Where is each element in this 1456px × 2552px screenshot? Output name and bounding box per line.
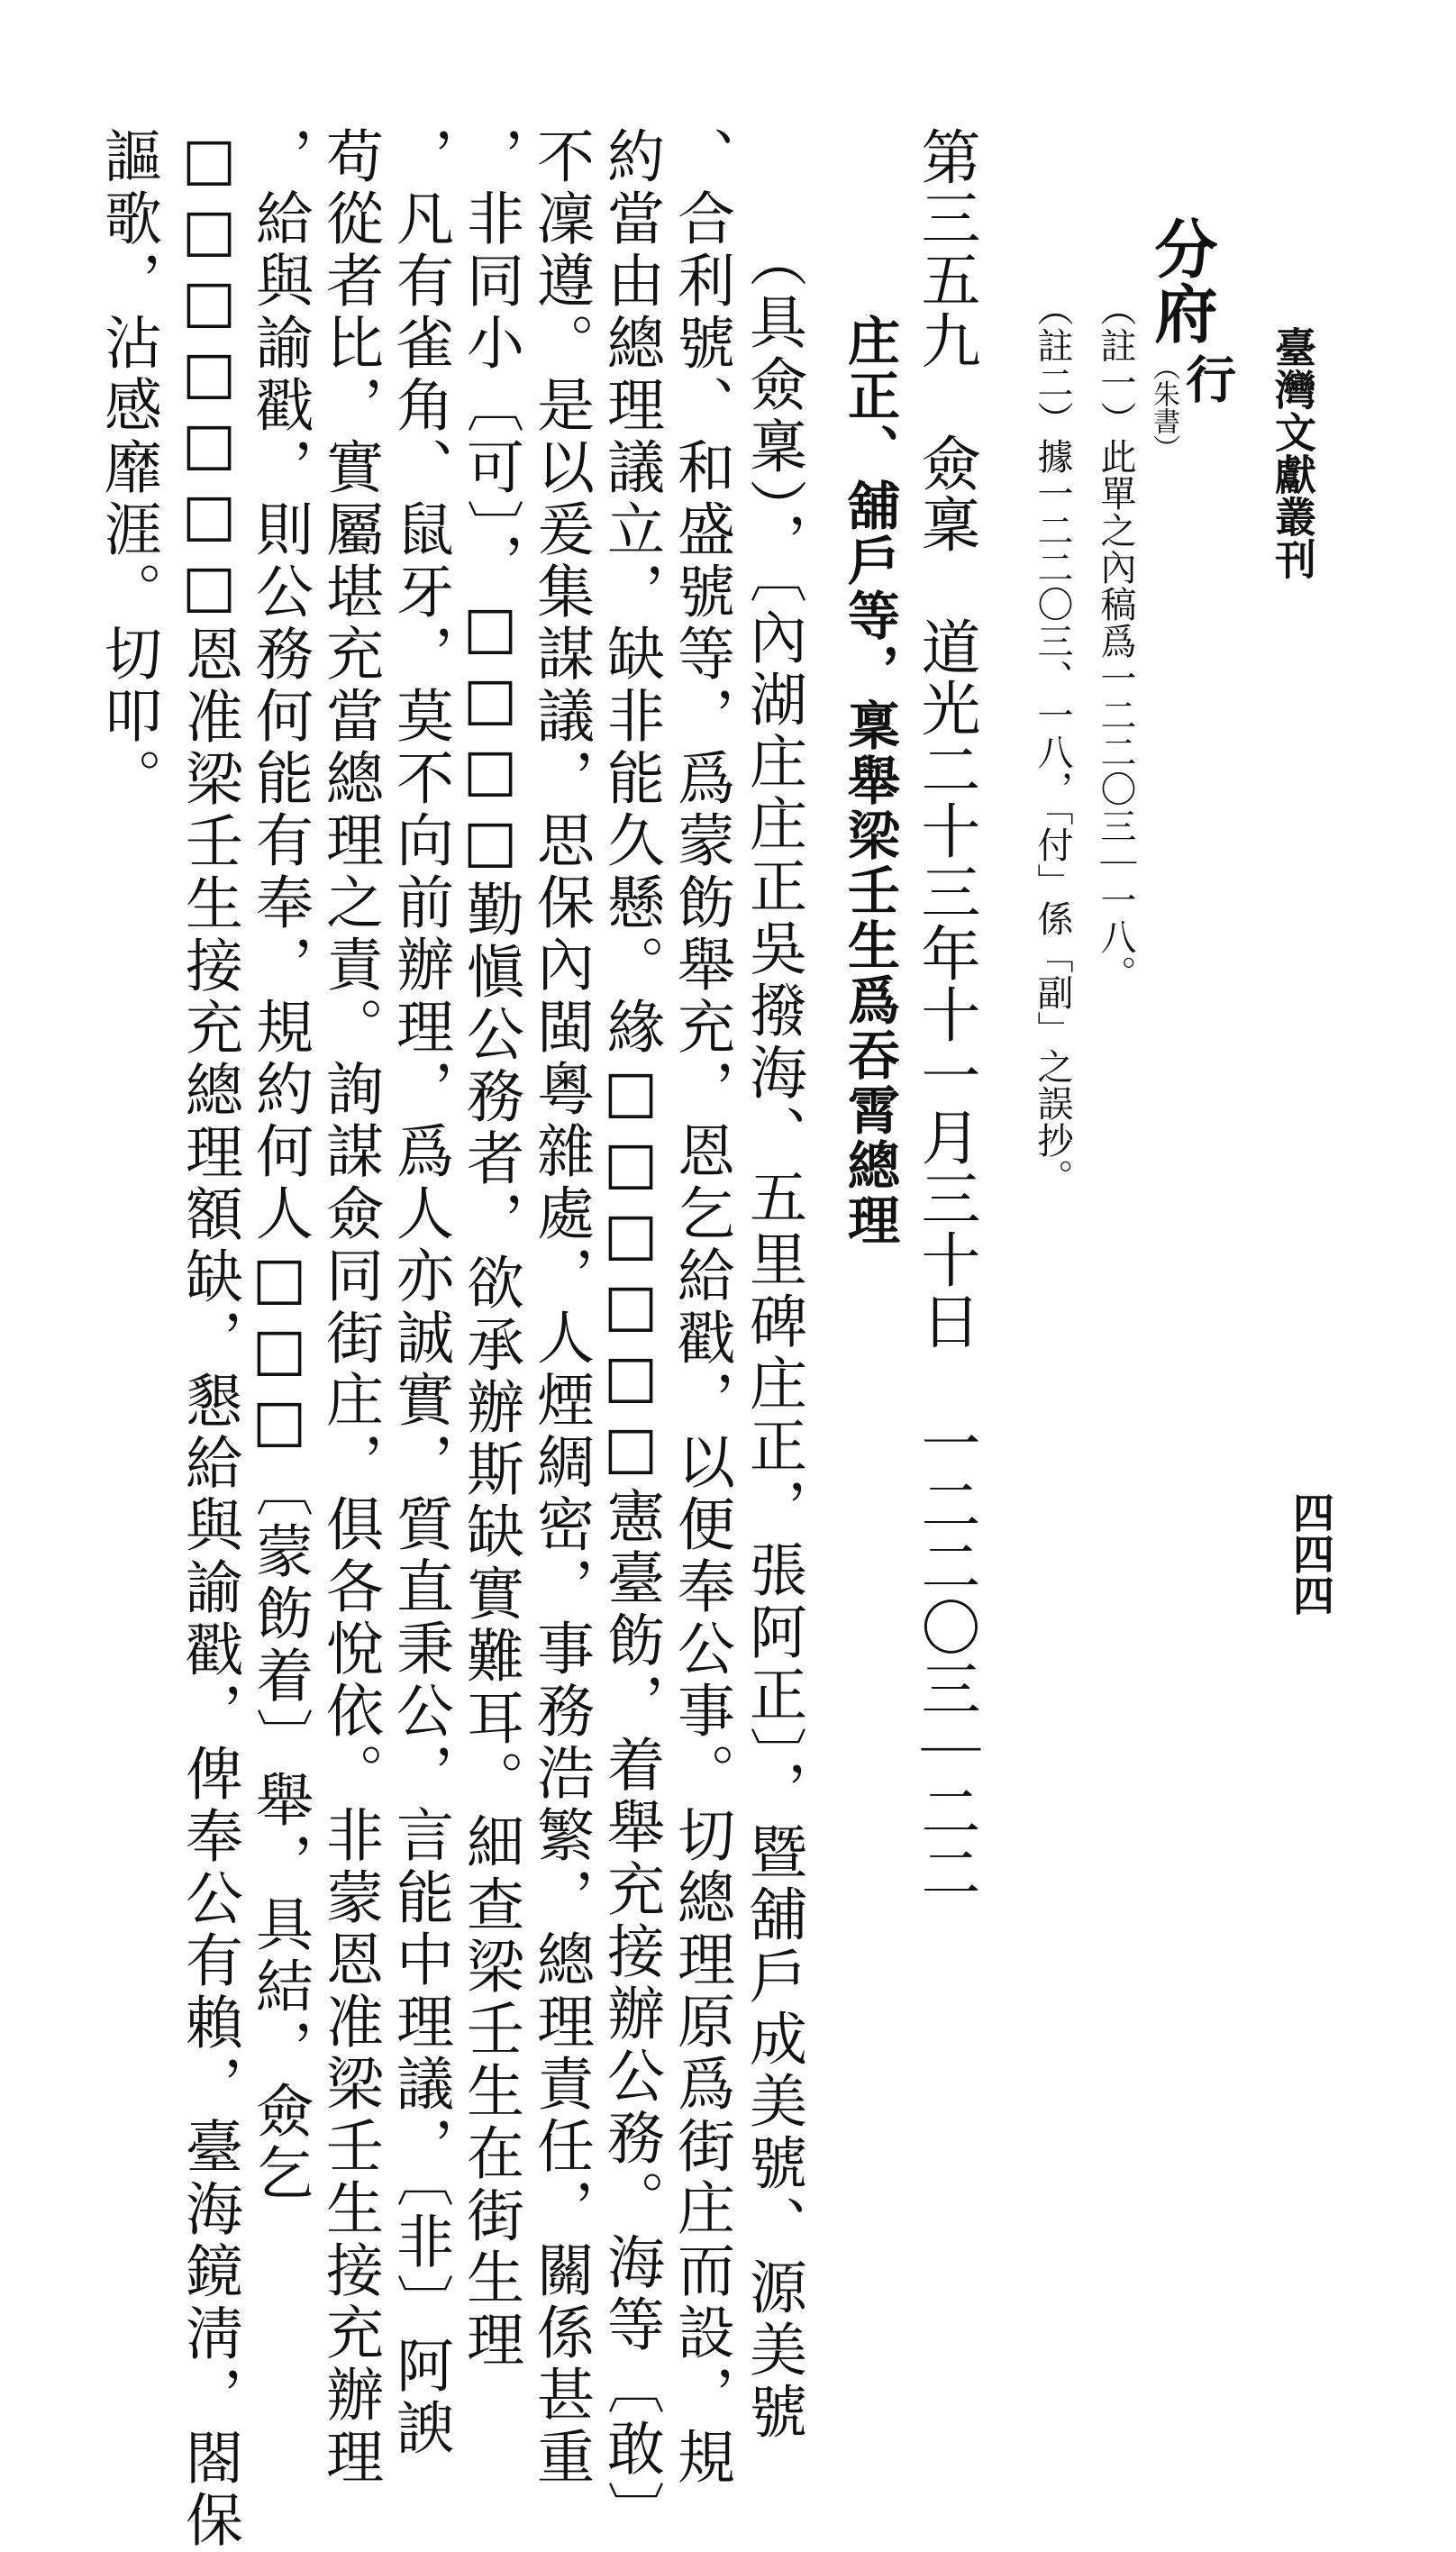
page-number: 四四四 [1287,1491,1335,1616]
body-line-4: 不凜遵。是以爰集謀議，思保內閩粵雜處，人煙綢密，事務浩繁，總理責任，關係甚重 [527,126,594,2489]
body-line-9: □□□□□□□恩准梁壬生接充總理額缺，懇給與諭戳，俾奉公有賴，臺海鏡淸，閤保 [176,126,242,2552]
previous-doc-xing: 行 [1178,353,1237,404]
running-header-title: 臺灣文獻叢刊 [1269,326,1317,580]
body-line-7: 苟從者比，實屬堪充當總理之責。詢謀僉同街庄，俱各悅依。非蒙恩准梁壬生接充辦理 [316,126,383,2489]
previous-doc-fen-fu: 分府 [1144,216,1219,346]
body-line-10: 謳歌，沾感靡涯。切叩。 [95,126,161,810]
body-line-2: 、合利號、和盛號等，爲蒙飭舉充，恩乞給戳，以便奉公事。切總理原爲街庄而設，規 [668,126,734,2489]
document-heading: 第三五九 僉稟 道光二十三年十一月三十日 一二二〇三｜二二 [911,126,980,1903]
footnote-1: （註一）此單之內稿爲一二二〇三｜一八。 [1095,290,1136,992]
body-line-5: ，非同小〔可〕，□□□□勤愼公務者，欲承辦斯缺實難耳。細查梁壬生在街生理 [457,126,523,2372]
previous-doc-vermilion-note: （朱書） [1148,353,1179,461]
body-line-3: 約當由總理議立，缺非能久懸。緣□□□□□□憲臺飭，着舉充接辦公務。海等〔敢〕 [597,126,664,2543]
footnote-2: （註二）據一二二〇三、一八，「付」係「副」之誤抄。 [1032,290,1073,1196]
document-title: 庄正、舖戶等，稟舉梁壬生爲吞霄總理 [839,314,900,1248]
body-line-1: （具僉稟），〔內湖庄庄正吳撥海、五里碑庄正，張阿正〕，暨舖戶成美號、源美號 [740,230,806,2444]
body-line-8: ，給與諭戳，則公務何能有奉，規約何人□□□〔蒙飭着〕舉，具結，僉乞 [246,126,313,2205]
body-line-6: ，凡有雀角、鼠牙，莫不向前辦理，爲人亦誠實，質直秉公，言能中理議，〔非〕阿諛 [387,126,453,2460]
